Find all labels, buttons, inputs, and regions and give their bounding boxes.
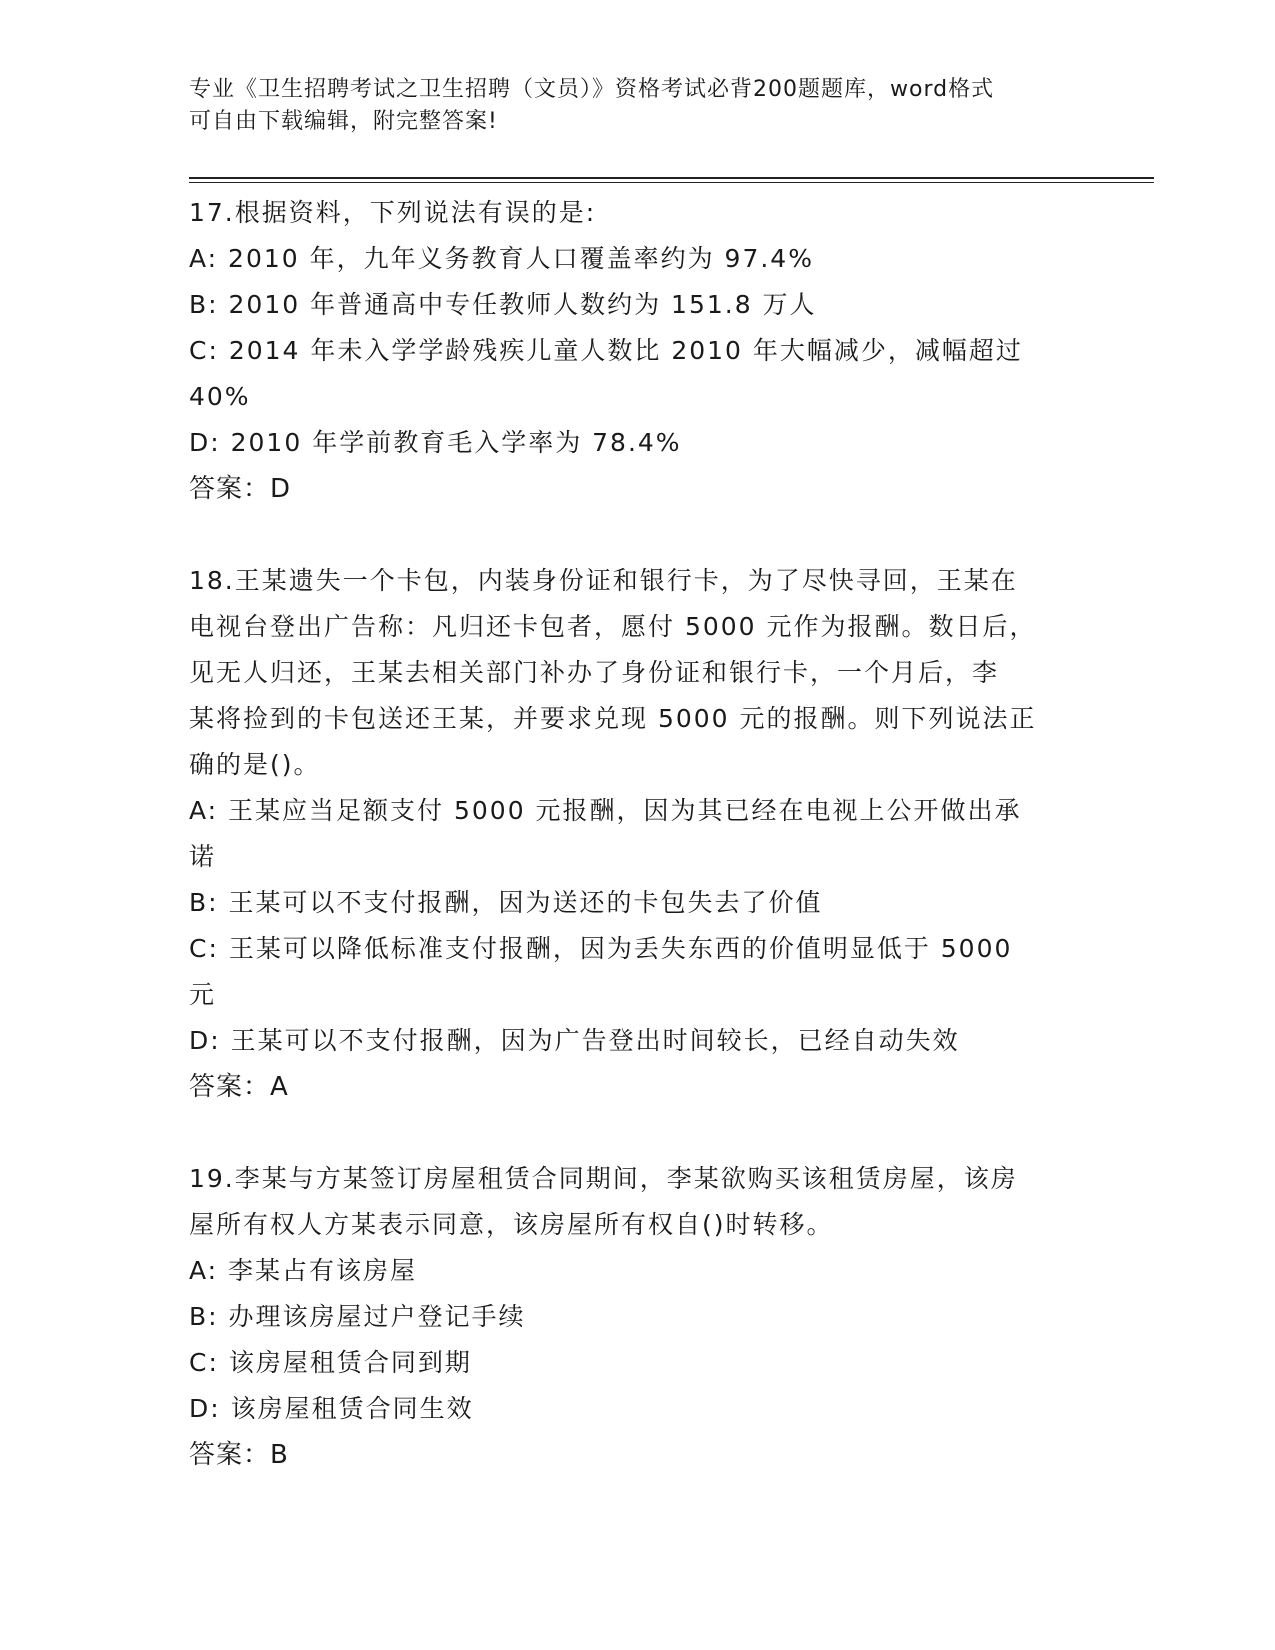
- option-line: C: 2014 年未入学学龄残疾儿童人数比 2010 年大幅减少，减幅超过: [189, 336, 1023, 365]
- header-divider-thick: [189, 177, 1154, 179]
- option-line: 元: [189, 980, 217, 1009]
- question-17: [189, 190, 1089, 512]
- option-line: 40%: [189, 382, 251, 411]
- question-stem: 17.根据资料，下列说法有误的是:: [189, 198, 597, 227]
- option-line: C: 该房屋租赁合同到期: [189, 1348, 472, 1377]
- option-line: A: 2010 年，九年义务教育人口覆盖率约为 97.4%: [189, 244, 814, 273]
- question-stem: 19.李某与方某签订房屋租赁合同期间，李某欲购买该租赁房屋，该房: [189, 1164, 1018, 1193]
- option-line: D: 该房屋租赁合同生效: [189, 1394, 474, 1423]
- option-line: B: 王某可以不支付报酬，因为送还的卡包失去了价值: [189, 888, 823, 917]
- question-stem: 确的是()。: [189, 750, 321, 779]
- question-19: [189, 1156, 1089, 1478]
- document-header: [189, 74, 1089, 138]
- option-line: A: 王某应当足额支付 5000 元报酬，因为其已经在电视上公开做出承: [189, 796, 1022, 825]
- option-line: A: 李某占有该房屋: [189, 1256, 418, 1285]
- answer-label: 答案：B: [189, 1440, 289, 1470]
- question-stem: 屋所有权人方某表示同意，该房屋所有权自()时转移。: [189, 1210, 834, 1239]
- option-line: B: 2010 年普通高中专任教师人数约为 151.8 万人: [189, 290, 817, 319]
- question-spacer: [189, 512, 1089, 558]
- option-line: 诺: [189, 842, 217, 871]
- question-18: [189, 558, 1089, 1110]
- option-line: B: 办理该房屋过户登记手续: [189, 1302, 526, 1331]
- option-line: D: 2010 年学前教育毛入学率为 78.4%: [189, 428, 682, 457]
- header-line-2: 可自由下载编辑，附完整答案!: [189, 109, 498, 134]
- question-stem: 电视台登出广告称：凡归还卡包者，愿付 5000 元作为报酬。数日后，: [189, 612, 1037, 641]
- answer-label: 答案：D: [189, 474, 292, 504]
- question-stem: 18.王某遗失一个卡包，内装身份证和银行卡，为了尽快寻回，王某在: [189, 566, 1018, 595]
- header-line-1: 专业《卫生招聘考试之卫生招聘（文员）》资格考试必背200题题库，word格式: [189, 77, 995, 102]
- answer-label: 答案：A: [189, 1072, 289, 1102]
- question-spacer: [189, 1110, 1089, 1156]
- question-stem: 见无人归还，王某去相关部门补办了身份证和银行卡，一个月后，李: [189, 658, 1000, 687]
- option-line: D: 王某可以不支付报酬，因为广告登出时间较长，已经自动失效: [189, 1026, 960, 1055]
- question-stem: 某将捡到的卡包送还王某，并要求兑现 5000 元的报酬。则下列说法正: [189, 704, 1037, 733]
- option-line: C: 王某可以降低标准支付报酬，因为丢失东西的价值明显低于 5000: [189, 934, 1013, 963]
- question-list: [189, 190, 1089, 1478]
- header-divider-thin: [189, 182, 1154, 183]
